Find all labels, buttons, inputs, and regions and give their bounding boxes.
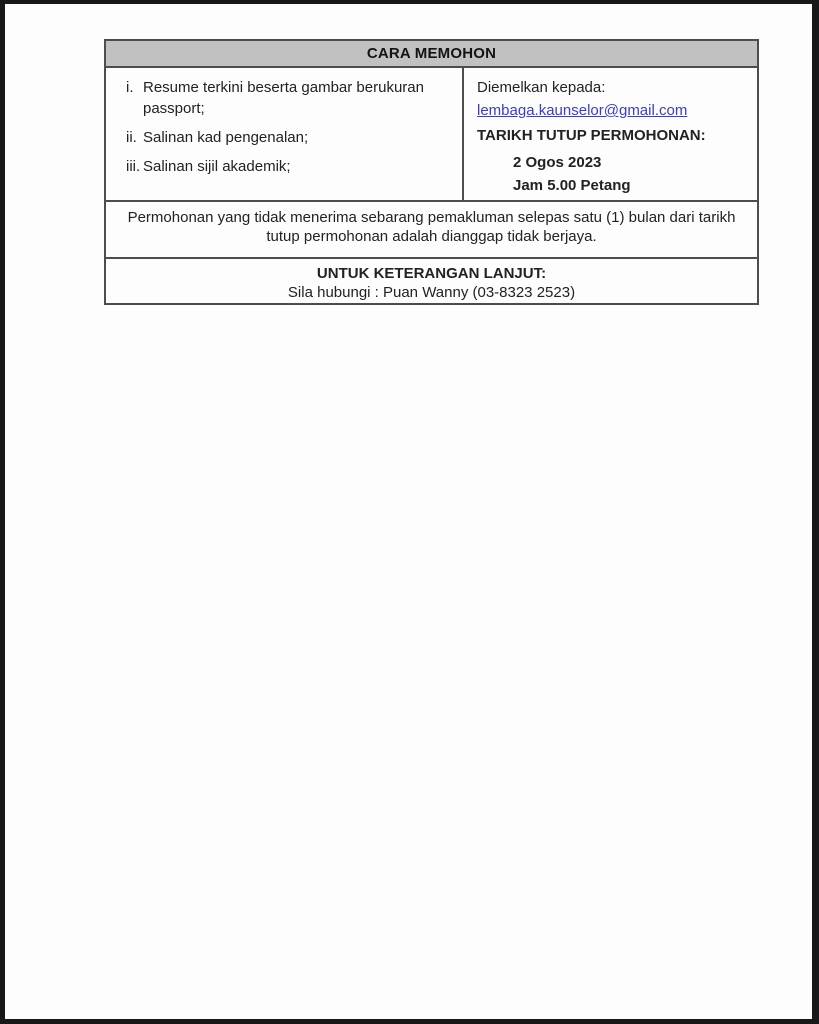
contact-row: [106, 259, 757, 303]
contact-line: Sila hubungi : Puan Wanny (03-8323 2523): [287, 284, 576, 301]
required-documents-cell: [106, 68, 464, 200]
list-marker: iii.: [126, 158, 141, 175]
list-item-text: Resume terkini beserta gambar berukuran passport;: [143, 79, 424, 117]
unsuccessful-note-row: [106, 202, 757, 259]
list-item-text: Salinan kad pengenalan;: [143, 129, 309, 146]
list-item: [126, 156, 450, 177]
list-item: [126, 127, 450, 148]
application-row: [106, 68, 757, 202]
submission-info-cell: [464, 68, 757, 200]
photo-edge-bottom: [0, 1019, 819, 1024]
photo-edge-left: [0, 0, 5, 1024]
list-marker: ii.: [126, 129, 137, 146]
list-marker: i.: [126, 79, 134, 96]
photo-edge-top: [0, 0, 819, 4]
application-email-link[interactable]: lembaga.kaunselor@gmail.com: [477, 102, 688, 119]
list-item: [126, 77, 450, 119]
deadline-date: 2 Ogos 2023: [513, 154, 602, 171]
deadline-time: Jam 5.00 Petang: [513, 177, 631, 194]
contact-heading: UNTUK KETERANGAN LANJUT:: [316, 265, 547, 282]
list-item-text: Salinan sijil akademik;: [143, 158, 291, 175]
email-label: Diemelkan kepada:: [477, 79, 606, 96]
application-info-table: [104, 39, 759, 305]
deadline-label: TARIKH TUTUP PERMOHONAN:: [477, 127, 706, 144]
unsuccessful-note-text: Permohonan yang tidak menerima sebarang pemakluman selepas satu (1) bulan dari tarikh tutup permohonan adalah dianggap tidak berjaya.: [127, 209, 736, 245]
table-header-cara-memohon: CARA MEMOHON: [106, 41, 757, 68]
photo-edge-right: [812, 0, 819, 1024]
